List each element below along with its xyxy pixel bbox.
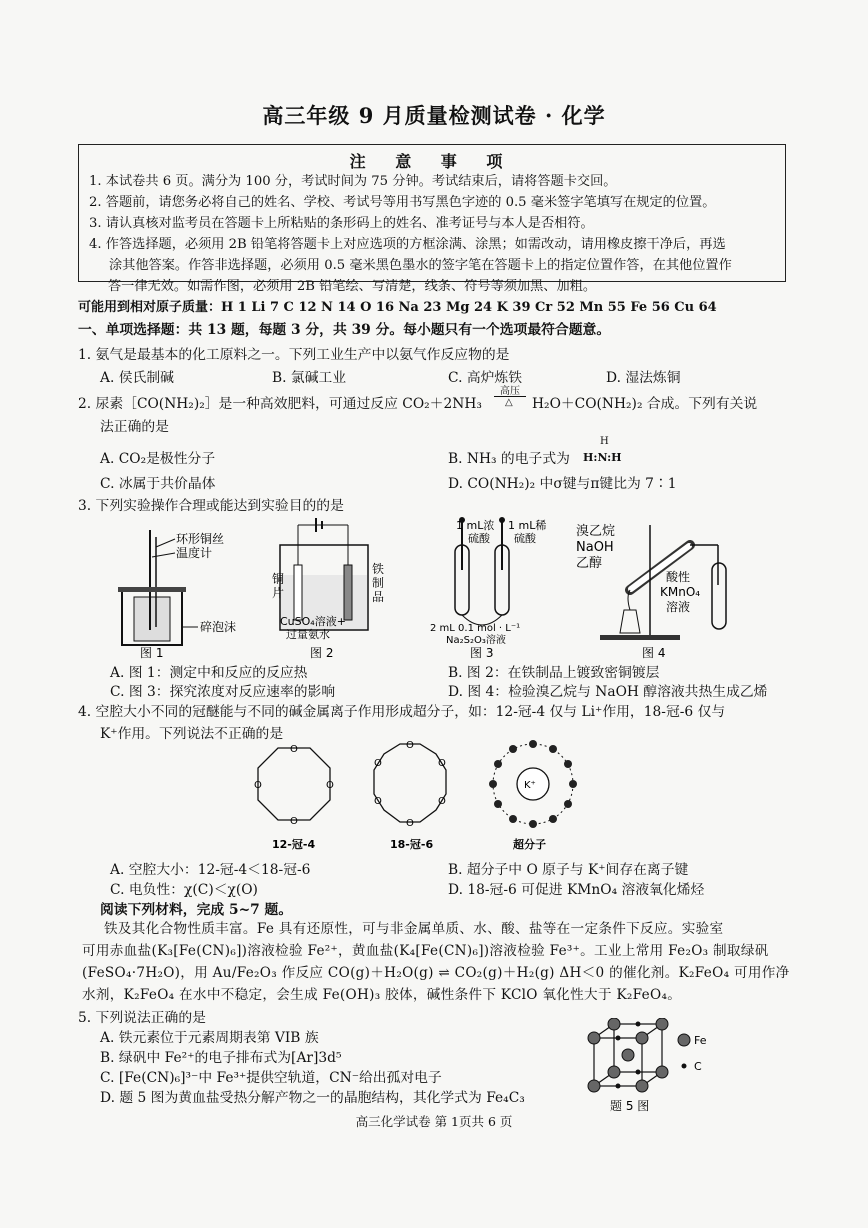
label-copper: 铜 — [272, 572, 285, 586]
atom-o: O — [374, 796, 382, 807]
notice-item: 4. 作答选择题，必须用 2B 铅笔将答题卡上对应选项的方框涂满、涂黑；如需改动，请用橡皮擦干净后，再选 — [89, 237, 726, 252]
electron-formula: H:N:H — [583, 451, 622, 464]
atom-o: O — [290, 816, 298, 827]
material-passage — [82, 918, 798, 1006]
atom-o: O — [438, 758, 446, 769]
question-3-stem: 3. 下列实验操作合理或能达到实验目的的是 — [78, 498, 344, 514]
material-line: 铁及其化合物性质丰富。Fe 具有还原性，可与非金属单质、水、酸、盐等在一定条件下反应。实验室 — [104, 921, 724, 937]
notice-box — [78, 144, 786, 282]
atom-o: O — [438, 796, 446, 807]
question-4-stem: 4. 空腔大小不同的冠醚能与不同的碱金属离子作用形成超分子，如：12-冠-4 仅与 Li⁺作用，18-冠-6 仅与 — [78, 704, 726, 720]
legend-fe: Fe — [694, 1034, 707, 1047]
figure-5-caption: 题 5 图 — [610, 1099, 650, 1113]
question-4-stem-cont: K⁺作用。下列说法不正确的是 — [100, 726, 284, 742]
figure-4-elimination — [576, 523, 726, 660]
q2-option-c: C. 冰属于共价晶体 — [100, 476, 216, 492]
section-heading: 一、单项选择题：共 13 题，每题 3 分，共 39 分。每小题只有一个选项最符合题意。 — [78, 322, 611, 338]
atomic-masses: 可能用到相对原子质量：H 1 Li 7 C 12 N 14 O 16 Na 23 Mg 24 K 39 Cr 52 Mn 55 Fe 56 Cu 64 — [78, 300, 717, 315]
notice-item: 1. 本试卷共 6 页。满分为 100 分，考试时间为 75 分钟。考试结束后，请将答题卡交回。 — [89, 174, 617, 189]
figure-1-calorimeter — [118, 530, 236, 660]
figure-3-caption: 图 3 — [470, 646, 494, 660]
figure-2-caption: 图 2 — [310, 646, 334, 660]
q1-option-b: B. 氯碱工业 — [272, 370, 347, 386]
label-iron-3: 品 — [372, 590, 385, 604]
label-reagent-3: 乙醇 — [576, 556, 603, 571]
label-iron-2: 制 — [372, 576, 385, 590]
label-wire: 环形铜丝 — [176, 532, 225, 546]
label-crown-18-6: 18-冠-6 — [390, 838, 434, 851]
figure-2-electroplating — [272, 518, 384, 660]
q5-option-c: C. [Fe(CN)₆]³⁻中 Fe³⁺提供空轨道，CN⁻给出孤对电子 — [100, 1070, 442, 1086]
label-thermometer: 温度计 — [176, 546, 213, 560]
reaction-condition-bottom: △ — [505, 397, 513, 408]
crown-18-6 — [374, 740, 446, 851]
label-reagent-1: 溴乙烷 — [576, 524, 616, 539]
page-title: 高三年级 9 月质量检测试卷 · 化学 — [262, 103, 606, 128]
material-intro: 阅读下列材料，完成 5~7 题。 — [100, 902, 293, 918]
question-2-stem-cont: H₂O＋CO(NH₂)₂ 合成。下列有关说 — [532, 396, 758, 412]
question-2-stem-end: 法正确的是 — [100, 419, 169, 435]
q4-option-d: D. 18-冠-6 可促进 KMnO₄ 溶液氧化烯烃 — [448, 882, 705, 898]
atom-o: O — [374, 758, 382, 769]
q2-option-d: D. CO(NH₂)₂ 中σ键与π键比为 7∶1 — [448, 476, 677, 492]
material-line: 可用赤血盐(K₃[Fe(CN)₆])溶液检验 Fe²⁺，黄血盐(K₄[Fe(CN)₆])溶液检验 Fe³⁺。工业上常用 Fe₂O₃ 制取绿矾 — [82, 943, 769, 959]
material-line: 水剂，K₂FeO₄ 在水中不稳定，会生成 Fe(OH)₃ 胶体，碱性条件下 KClO 氧化性大于 K₂FeO₄。 — [82, 987, 682, 1003]
label-dilute-acid: 1 mL稀 — [508, 519, 547, 532]
reaction-condition-top: 高压 — [500, 386, 520, 397]
atom-o: O — [254, 780, 262, 791]
label-dilute-acid-2: 硫酸 — [514, 532, 536, 545]
label-copper-2: 片 — [272, 586, 285, 600]
unit-cell-figure — [580, 1018, 730, 1116]
notice-item: 答一律无效。如需作图，必须用 2B 铅笔绘、写清楚，线条、符号等须加黑、加粗。 — [108, 279, 597, 294]
question-1-stem: 1. 氨气是最基本的化工原料之一。下列工业生产中以氨气作反应物的是 — [78, 347, 510, 363]
label-crown-12-4: 12-冠-4 — [272, 838, 316, 851]
material-line: (FeSO₄·7H₂O)，用 Au/Fe₂O₃ 作反应 CO(g)＋H₂O(g) ⇌ CO₂(g)＋H₂(g) ΔH＜0 的催化剂。K₂FeO₄ 可用作净 — [82, 965, 790, 981]
figure-3-test-tubes — [430, 517, 546, 660]
notice-item: 涂其他答案。作答非选择题，必须用 0.5 毫米黑色墨水的签字笔在答题卡上的指定位置作答，在其他位置作 — [109, 258, 732, 273]
k-ion: K⁺ — [524, 780, 536, 791]
q1-option-c: C. 高炉炼铁 — [448, 370, 523, 386]
label-supramolecule: 超分子 — [513, 838, 546, 851]
q1-option-a: A. 侯氏制碱 — [100, 370, 174, 386]
q5-option-b: B. 绿矾中 Fe²⁺的电子排布式为[Ar]3d⁵ — [100, 1050, 342, 1066]
legend-c: C — [694, 1060, 702, 1073]
label-solution: CuSO₄溶液+ — [280, 615, 346, 628]
figure-1-caption: 图 1 — [140, 646, 164, 660]
label-foam: 碎泡沫 — [200, 620, 237, 634]
label-iron: 铁 — [372, 562, 385, 576]
atom-o: O — [326, 780, 334, 791]
figure-4-caption: 图 4 — [642, 646, 666, 660]
label-conc-acid: 1 mL浓 — [456, 519, 495, 532]
crown-ether-figures — [250, 738, 580, 858]
q4-option-c: C. 电负性：χ(C)＜χ(O) — [110, 882, 258, 898]
label-solution-2: 过量氨水 — [286, 628, 330, 641]
label-kmno4: 酸性 — [666, 570, 691, 584]
notice-item: 2. 答题前，请您务必将自己的姓名、学校、考试号等用书写黑色字迹的 0.5 毫米签字笔填写在规定的位置。 — [89, 195, 716, 210]
question-2-stem: 2. 尿素［CO(NH₂)₂］是一种高效肥料，可通过反应 CO₂＋2NH₃ — [78, 396, 482, 412]
label-thiosulfate-2: Na₂S₂O₃溶液 — [446, 635, 506, 646]
q3-option-d: D. 图 4：检验溴乙烷与 NaOH 醇溶液共热生成乙烯 — [448, 684, 768, 700]
atom-o: O — [406, 740, 414, 751]
question-5-stem: 5. 下列说法正确的是 — [78, 1010, 206, 1026]
notice-heading: 注 意 事 项 — [349, 152, 515, 171]
label-kmno4-2: KMnO₄ — [660, 585, 701, 599]
q4-option-a: A. 空腔大小：12-冠-4＜18-冠-6 — [110, 862, 311, 878]
q2-option-b: B. NH₃ 的电子式为 — [448, 451, 570, 467]
q4-option-b: B. 超分子中 O 原子与 K⁺间存在离子键 — [448, 862, 689, 878]
electron-formula-top: H — [600, 436, 609, 447]
supramolecule — [489, 740, 577, 851]
label-thiosulfate: 2 mL 0.1 mol · L⁻¹ — [430, 623, 521, 634]
q3-option-b: B. 图 2：在铁制品上镀致密铜镀层 — [448, 665, 660, 681]
atom-o: O — [406, 818, 414, 829]
q3-option-a: A. 图 1：测定中和反应的反应热 — [110, 665, 308, 681]
label-kmno4-3: 溶液 — [666, 600, 691, 614]
crown-12-4 — [254, 744, 334, 851]
q3-figures — [90, 515, 790, 665]
q5-option-a: A. 铁元素位于元素周期表第 VIB 族 — [100, 1030, 319, 1046]
q3-option-c: C. 图 3：探究浓度对反应速率的影响 — [110, 684, 336, 700]
page-footer: 高三化学试卷 第 1页共 6 页 — [355, 1114, 513, 1129]
label-conc-acid-2: 硫酸 — [468, 532, 490, 545]
q1-option-d: D. 湿法炼铜 — [606, 370, 681, 386]
label-reagent-2: NaOH — [576, 540, 614, 555]
q2-option-a: A. CO₂是极性分子 — [100, 451, 216, 467]
q5-option-d: D. 题 5 图为黄血盐受热分解产物之一的晶胞结构，其化学式为 Fe₄C₃ — [100, 1090, 525, 1106]
notice-item: 3. 请认真核对监考员在答题卡上所粘贴的条形码上的姓名、准考证号与本人是否相符。 — [89, 216, 594, 231]
atom-o: O — [290, 744, 298, 755]
